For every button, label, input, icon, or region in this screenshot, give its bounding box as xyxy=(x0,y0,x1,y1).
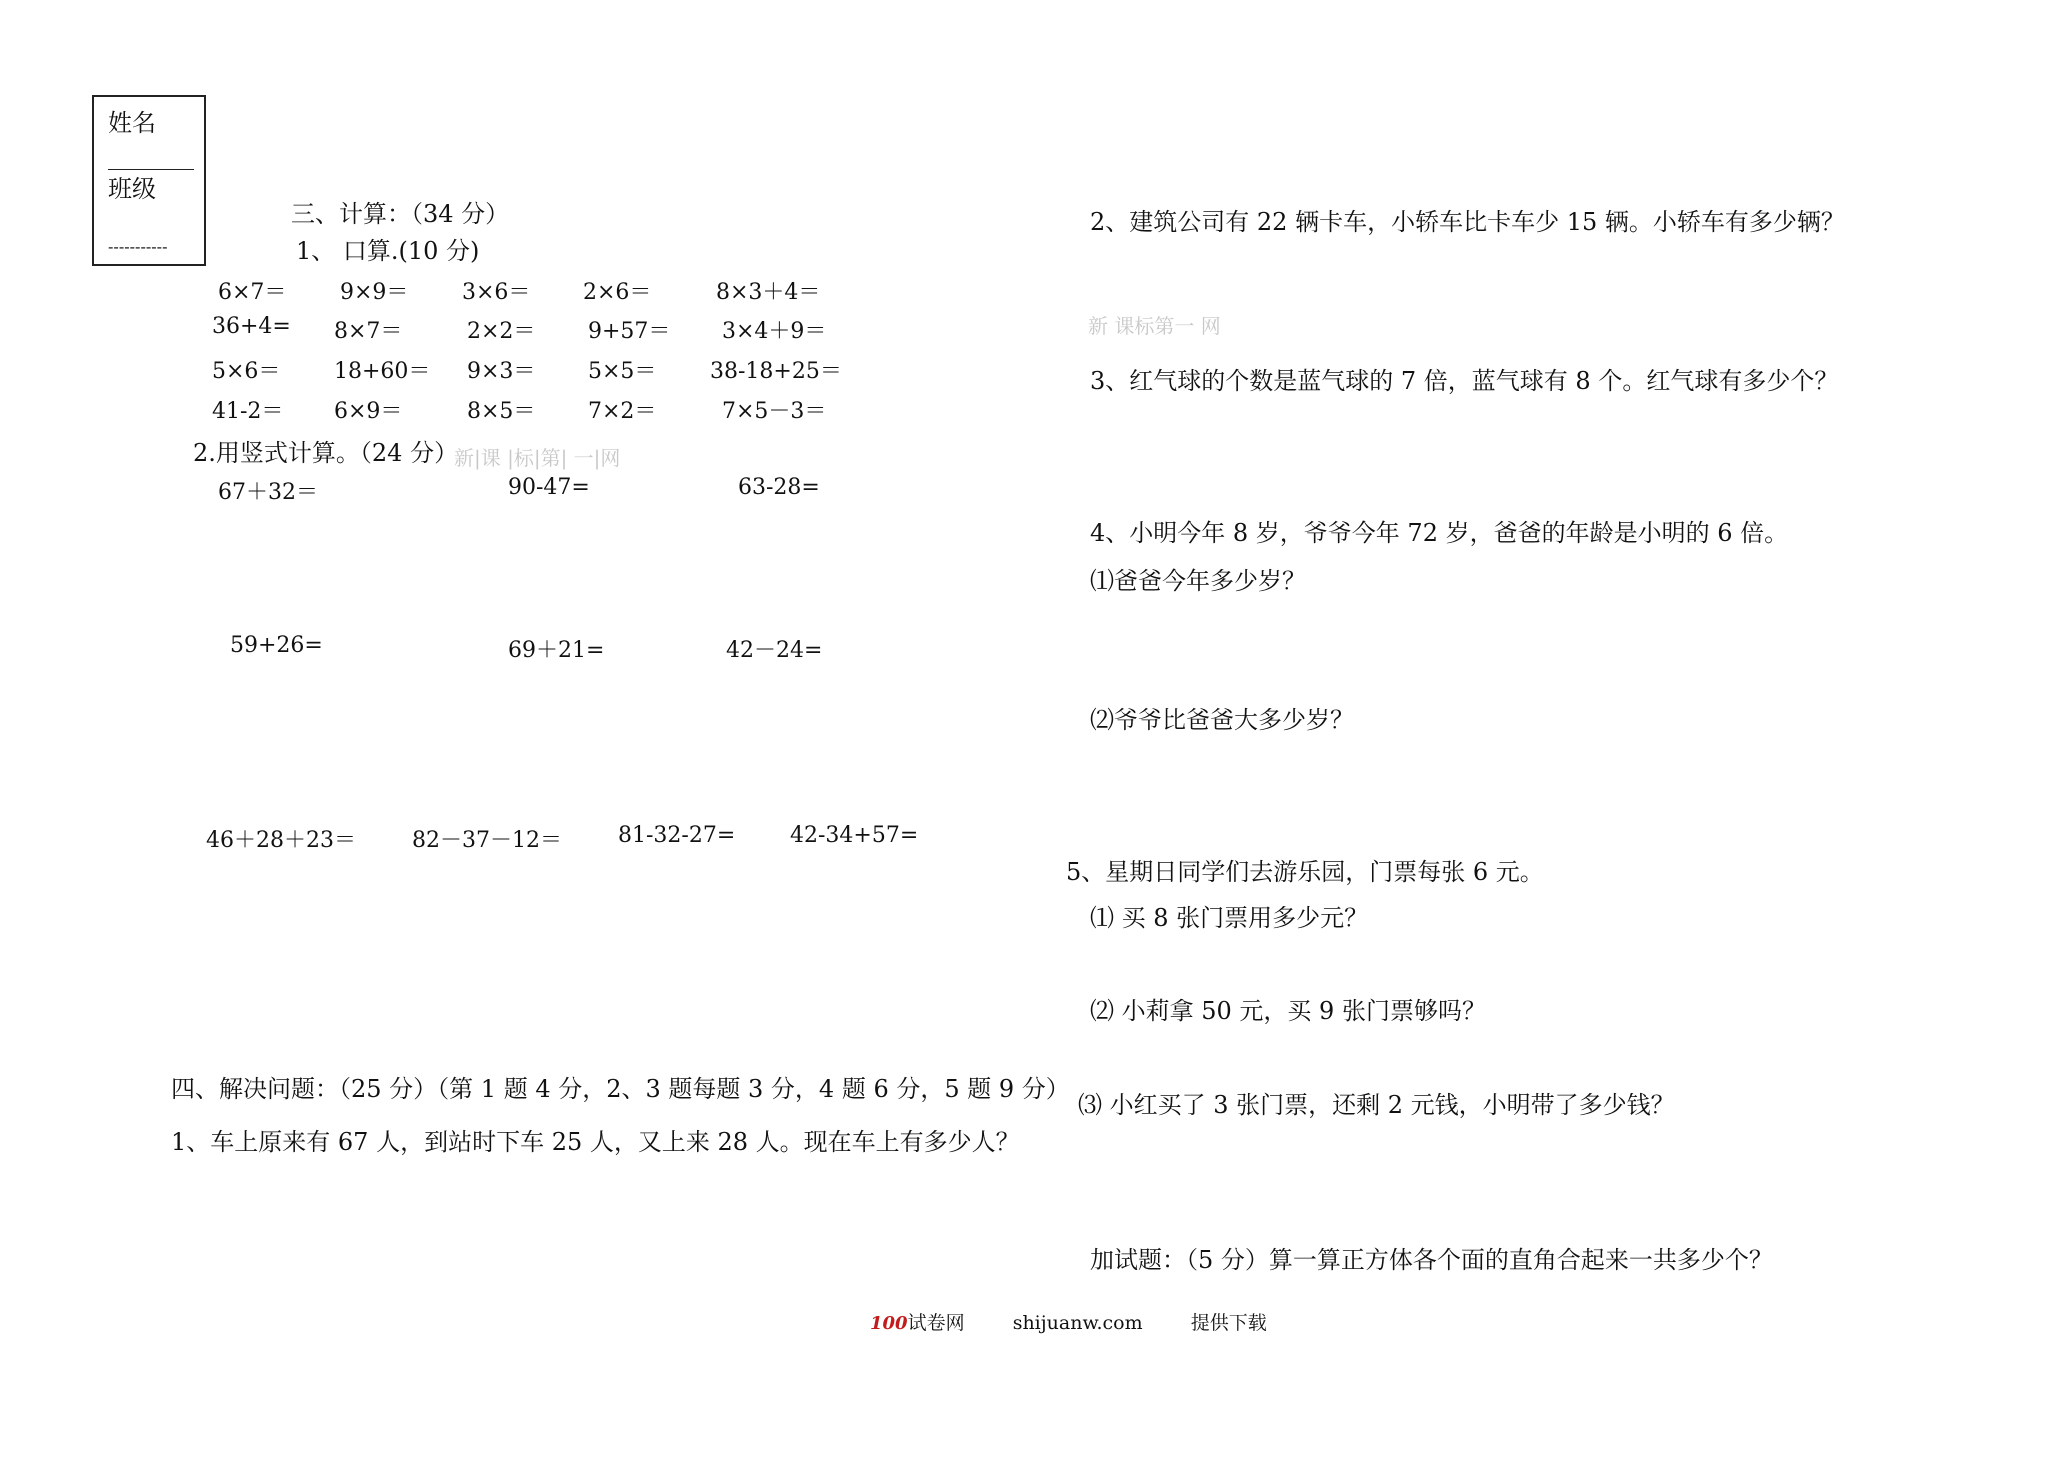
oral-item: 9×9＝ xyxy=(340,280,409,305)
oral-item: 7×2＝ xyxy=(588,399,657,424)
question-1: 1、车上原来有 67 人，到站时下车 25 人，又上来 28 人。现在车上有多少人？ xyxy=(171,1128,1020,1156)
name-class-box xyxy=(92,95,206,266)
oral-item: 2×2＝ xyxy=(467,319,536,344)
question-4b: ⑵爷爷比爸爸大多少岁？ xyxy=(1090,706,1354,734)
oral-item: 3×4＋9＝ xyxy=(722,319,827,344)
oral-item: 18+60＝ xyxy=(334,359,431,384)
bonus-question: 加试题：（5 分）算一算正方体各个面的直角合起来一共多少个？ xyxy=(1090,1246,1773,1274)
vertical-item: 59+26= xyxy=(230,633,323,658)
name-label: 姓名 xyxy=(108,109,156,137)
watermark-text: 新|课 |标|第| 一|网 xyxy=(454,446,621,470)
oral-item: 2×6＝ xyxy=(583,280,652,305)
vertical-item: 90-47= xyxy=(508,475,590,500)
oral-item: 8×5＝ xyxy=(467,399,536,424)
vertical-item: 42－24= xyxy=(726,638,823,663)
oral-item: 8×3＋4＝ xyxy=(716,280,821,305)
oral-item: 7×5－3＝ xyxy=(722,399,827,424)
class-dash-line: ----------- xyxy=(108,237,168,256)
vertical-item: 81-32-27= xyxy=(618,823,736,848)
site-name: 试卷网 xyxy=(907,1312,965,1334)
oral-item: 8×7＝ xyxy=(334,319,403,344)
oral-item: 6×7＝ xyxy=(218,280,287,305)
vertical-item: 69＋21= xyxy=(508,638,605,663)
oral-item: 6×9＝ xyxy=(334,399,403,424)
oral-item: 9×3＝ xyxy=(467,359,536,384)
footer xyxy=(870,1308,1267,1335)
vertical-item: 42-34+57= xyxy=(790,823,919,848)
download-text: 提供下载 xyxy=(1190,1312,1267,1334)
vertical-item: 67＋32＝ xyxy=(218,480,318,505)
name-underline xyxy=(108,169,194,170)
question-2: 2、建筑公司有 22 辆卡车，小轿车比卡车少 15 辆。小轿车有多少辆？ xyxy=(1090,208,1845,236)
oral-item: 36+4= xyxy=(212,314,291,339)
section3-title: 三、计算：（34 分） xyxy=(291,200,510,228)
class-label: 班级 xyxy=(108,175,156,203)
watermark-text: 新 课标第一 网 xyxy=(1088,314,1221,338)
question-5: 5、星期日同学们去游乐园，门票每张 6 元。 xyxy=(1066,858,1544,886)
vertical-item: 82－37－12＝ xyxy=(412,828,562,853)
section4-title: 四、解决问题：（25 分）（第 1 题 4 分，2、3 题每题 3 分，4 题 6 分，5 题 9 分） xyxy=(171,1075,1070,1103)
site-logo: 100 xyxy=(870,1313,908,1334)
oral-item: 5×6＝ xyxy=(212,359,281,384)
oral-item: 41-2＝ xyxy=(212,399,284,424)
question-5b: ⑵ 小莉拿 50 元，买 9 张门票够吗？ xyxy=(1090,997,1486,1025)
oral-item: 38-18+25＝ xyxy=(710,359,842,384)
oral-item: 9+57＝ xyxy=(588,319,671,344)
question-5c: ⑶ 小红买了 3 张门票，还剩 2 元钱，小明带了多少钱？ xyxy=(1078,1091,1675,1119)
question-5a: ⑴ 买 8 张门票用多少元？ xyxy=(1090,904,1369,932)
vertical-item: 63-28= xyxy=(738,475,820,500)
oral-item: 5×5＝ xyxy=(588,359,657,384)
question-4: 4、小明今年 8 岁，爷爷今年 72 岁，爸爸的年龄是小明的 6 倍。 xyxy=(1090,519,1789,547)
vertical-item: 46＋28＋23＝ xyxy=(206,828,356,853)
oral-title: 1、 口算.(10 分) xyxy=(296,237,480,265)
question-4a: ⑴爸爸今年多少岁？ xyxy=(1090,567,1306,595)
site-url[interactable]: shijuanw.com xyxy=(1012,1312,1143,1334)
question-3: 3、红气球的个数是蓝气球的 7 倍，蓝气球有 8 个。红气球有多少个？ xyxy=(1090,367,1839,395)
vertical-calc-title: 2.用竖式计算。（24 分） xyxy=(193,439,459,467)
oral-item: 3×6＝ xyxy=(462,280,531,305)
